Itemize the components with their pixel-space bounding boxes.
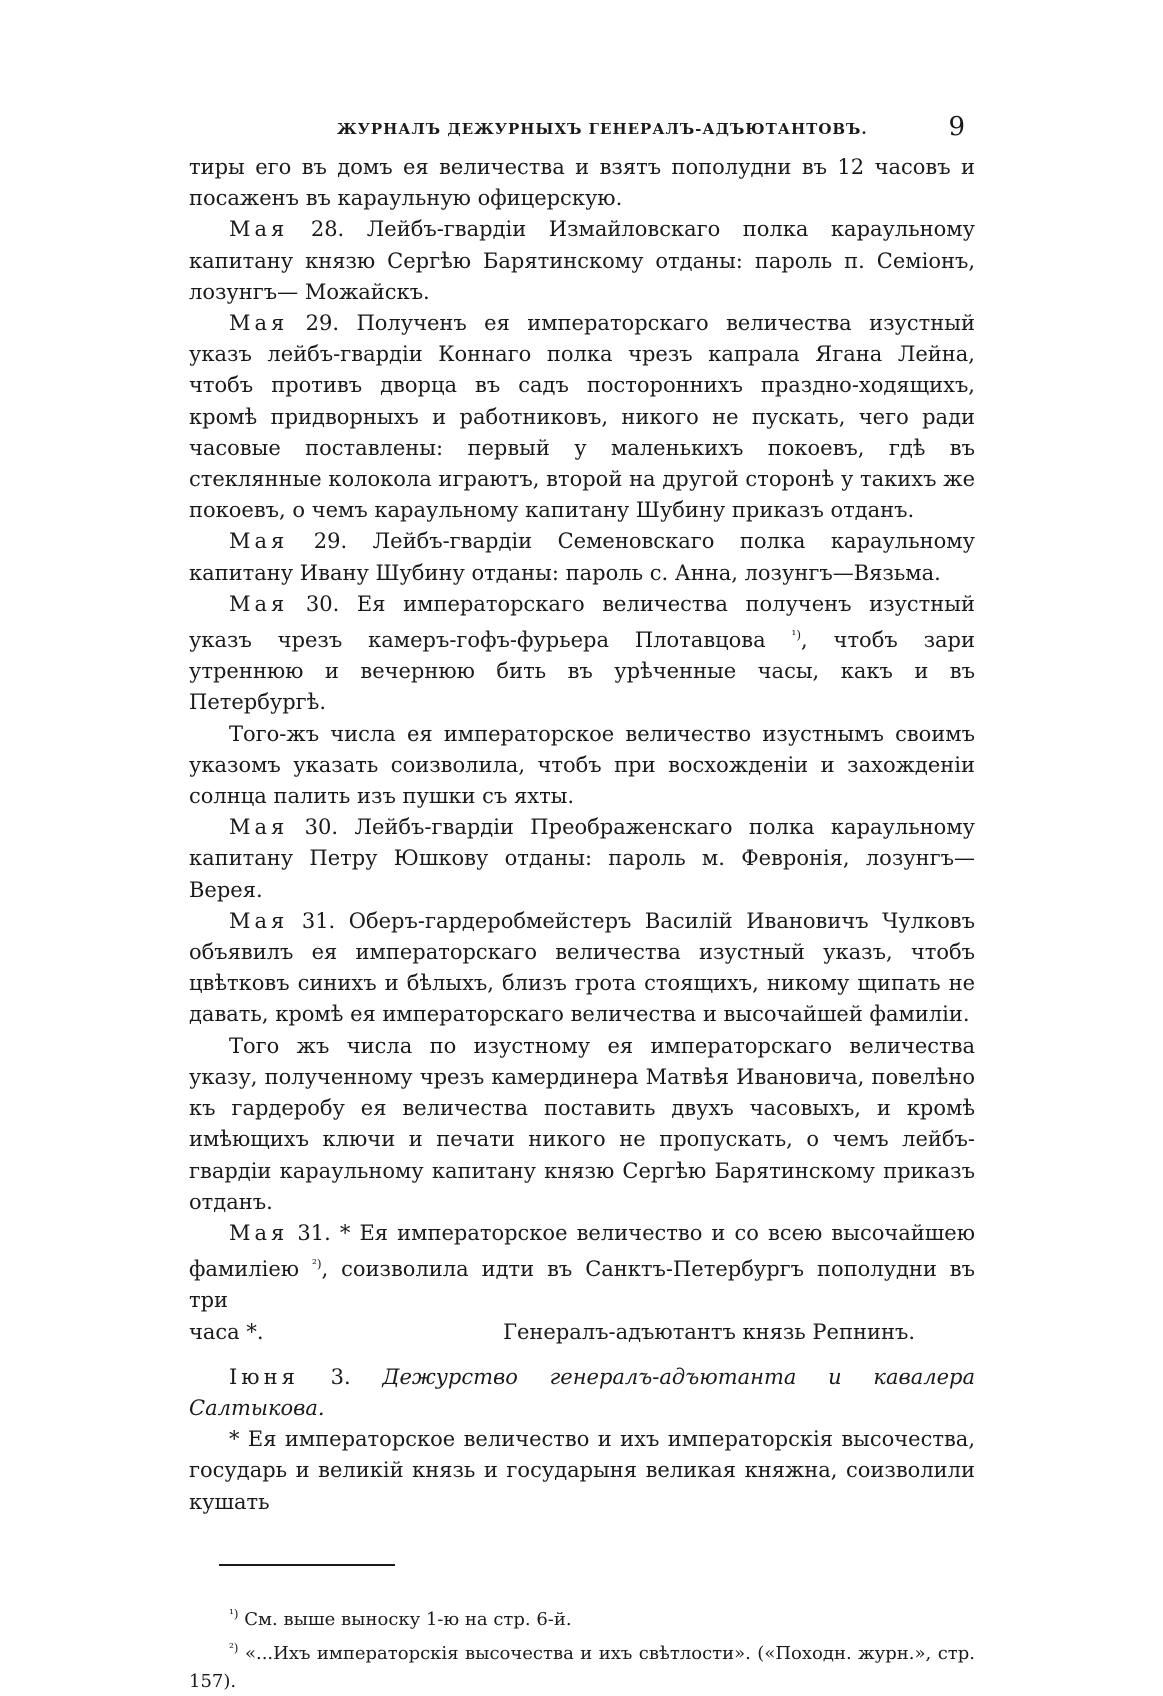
entry-date: Іюня bbox=[229, 1364, 299, 1389]
paragraph-text: * Ея императорское величество и ихъ императорскія высочества, государь и великій князь и государыня великая княжна, соизволили кушать bbox=[189, 1427, 975, 1514]
entry-may-28 bbox=[189, 214, 975, 308]
running-header bbox=[189, 108, 975, 152]
june-entry-text bbox=[189, 1424, 975, 1518]
paragraph-text: 31. Оберъ-гардеробмейстеръ Василій Ивановичъ Чулковъ объявилъ ея императорскаго величества изустный указъ, чтобъ цвѣтковъ синихъ и бѣлыхъ, близъ грота стоящихъ, никому щипать не давать, кромѣ ея императорскаго величества и высочайшей фамиліи. bbox=[189, 908, 975, 1027]
paragraph-continuation bbox=[189, 152, 975, 214]
signature-line bbox=[189, 1317, 975, 1348]
paragraph-text: , соизволила идти въ Санктъ-Петербургъ пополудни въ три bbox=[189, 1257, 975, 1313]
footnote-2 bbox=[189, 1634, 975, 1696]
entry-may-30-a bbox=[189, 589, 975, 719]
entry-may-29-b bbox=[189, 526, 975, 588]
paragraph-text: , чтобъ зари утреннюю и вечернюю бить въ урѣченные часы, какъ и въ Петербургѣ. bbox=[189, 628, 975, 715]
footnote-text: «...Ихъ императорскія высочества и ихъ свѣтлости». («Походн. журн.», стр. 157). bbox=[189, 1642, 975, 1692]
entry-day: 3. bbox=[330, 1364, 351, 1389]
entry-date: Мая bbox=[229, 815, 289, 840]
entry-same-day-2 bbox=[189, 1031, 975, 1218]
document-page bbox=[189, 108, 975, 1696]
paragraph-text: 30. Лейбъ-гвардіи Преображенскаго полка караульному капитану Петру Юшкову отданы: пароль м. Февронія, лозунгъ—Верея. bbox=[189, 815, 975, 902]
paragraph-text: тиры его въ домъ ея величества и взятъ пополудни въ 12 часовъ и посаженъ въ караульную офицерскую. bbox=[189, 155, 975, 211]
paragraph-text: 29. Полученъ ея императорскаго величества изустный указъ лейбъ-гвардіи Коннаго полка чрезъ капрала Ягана Лейна, чтобъ противъ дворца въ садъ постороннихъ праздно-ходящихъ, кромѣ придворныхъ и работниковъ, никого не пускать, чего ради часовые поставлены: первый у маленькихъ покоевъ, гдѣ въ стеклянные колокола играютъ, второй на другой сторонѣ у такихъ же покоевъ, о чемъ караульному капитану Шубину приказъ отданъ. bbox=[189, 311, 975, 523]
signature: Генералъ-адъютантъ князь Репнинъ. bbox=[503, 1319, 915, 1344]
entry-may-31-a bbox=[189, 906, 975, 1031]
entry-date: Мая bbox=[229, 591, 289, 616]
paragraph-text: 31. * Ея императорское величество и со всею высочайшею фамиліею bbox=[189, 1220, 975, 1282]
paragraph-text: Того жъ числа по изустному ея императорскаго величества указу, полученному чрезъ камердинера Матвѣя Ивановича, повелѣно къ гардеробу ея величества поставить двухъ часовыхъ, и кромѣ имѣющихъ ключи и печати никого не пропускать, о чемъ лейбъ-гвардіи караульному капитану князю Сергѣю Барятинскому приказъ отданъ. bbox=[189, 1033, 975, 1214]
footnote-divider bbox=[219, 1564, 395, 1566]
running-title: ЖУРНАЛЪ ДЕЖУРНЫХЪ ГЕНЕРАЛЪ-АДЪЮТАНТОВЪ. bbox=[337, 120, 868, 138]
entry-date: Мая bbox=[229, 529, 289, 554]
entry-may-30-b bbox=[189, 812, 975, 906]
footnote-ref: ¹) bbox=[791, 628, 802, 643]
footnote-mark: ¹) bbox=[229, 1606, 239, 1621]
closing-text: часа *. bbox=[189, 1319, 264, 1344]
footnote-ref: ²) bbox=[312, 1257, 322, 1272]
entry-date: Мая bbox=[229, 1220, 289, 1245]
entry-date: Мая bbox=[229, 217, 289, 242]
paragraph-text: 29. Лейбъ-гвардіи Семеновскаго полка караульному капитану Ивану Шубину отданы: пароль с. Анна, лозунгъ—Вязьма. bbox=[189, 529, 975, 585]
june-entry-heading bbox=[189, 1362, 975, 1424]
footnote-1 bbox=[189, 1600, 975, 1634]
entry-same-day bbox=[189, 719, 975, 813]
journal-body bbox=[189, 152, 975, 1518]
paragraph-text: Того-жъ числа ея императорское величество изустнымъ своимъ указомъ указать соизволила, чтобъ при восхожденіи и захожденіи солнца палить изъ пушки съ яхты. bbox=[189, 721, 975, 809]
duty-heading: Дежурство генералъ-адъютанта и кавалера Салтыкова. bbox=[189, 1364, 975, 1420]
page-number: 9 bbox=[948, 112, 965, 142]
footnote-text: См. выше выноску 1-ю на стр. 6-й. bbox=[244, 1608, 572, 1630]
entry-may-31-b bbox=[189, 1218, 975, 1317]
footnote-mark: ²) bbox=[229, 1640, 239, 1655]
entry-date: Мая bbox=[229, 908, 289, 933]
footnotes bbox=[189, 1600, 975, 1696]
entry-date: Мая bbox=[229, 311, 289, 336]
paragraph-text: 30. Ея императорскаго величества полученъ изустный указъ чрезъ камеръ-гофъ-фурьера Плотавцова bbox=[189, 591, 975, 653]
paragraph-text: 28. Лейбъ-гвардіи Измайловскаго полка караульному капитану князю Сергѣю Барятинскому отданы: пароль п. Семіонъ, лозунгъ— Можайскъ. bbox=[189, 217, 975, 304]
entry-may-29-a bbox=[189, 308, 975, 526]
section-gap bbox=[189, 1348, 975, 1362]
